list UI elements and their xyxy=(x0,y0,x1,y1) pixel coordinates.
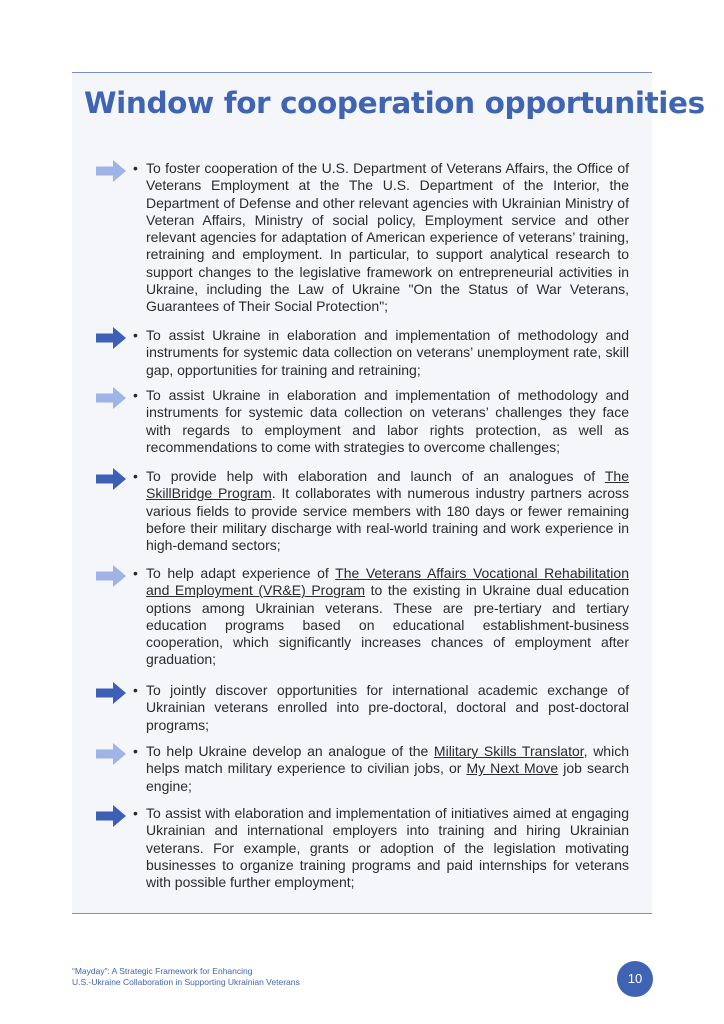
bullet: • xyxy=(133,160,138,176)
list-item xyxy=(96,805,629,895)
my-next-move-link[interactable]: My Next Move xyxy=(466,760,559,777)
arrow-light-icon xyxy=(96,565,126,587)
footer-line-2: U.S.-Ukraine Collaboration in Supporting Ukrainian Veterans xyxy=(72,977,300,987)
item-text: To jointly discover opportunities for international academic exchange of Ukrainian veterans enrolled into pre-doctoral, doctoral and post-doctoral programs; xyxy=(146,682,629,733)
arrow-light-icon xyxy=(96,160,126,182)
arrow-dark-icon xyxy=(96,805,126,827)
bullet: • xyxy=(133,468,138,484)
bullet: • xyxy=(133,743,138,759)
arrow-light-icon xyxy=(96,387,126,409)
list-item xyxy=(96,327,629,387)
military-skills-translator-link[interactable]: Military Skills Translator xyxy=(433,743,584,759)
bullet: • xyxy=(133,387,138,403)
list-item xyxy=(96,387,629,468)
skillbridge-link[interactable]: The SkillBridge Program xyxy=(146,468,629,502)
bullet: • xyxy=(133,565,138,581)
bullet: • xyxy=(133,327,138,343)
item-text: To assist with elaboration and implementation of initiatives aimed at engaging Ukrainian and international employers into training and hiring Ukrainian veterans. For example, grants or adoption of the legislation motivating businesses to organize training programs and paid internships for veterans with possible further employment; xyxy=(146,805,629,891)
item-text: To assist Ukraine in elaboration and implementation of methodology and instruments for systemic data collection on veterans’ unemployment rate, skill gap, opportunities for training and retraining; xyxy=(146,327,629,378)
item-text: To provide help with elaboration and launch of an analogues of The SkillBridge Program. It collaborates with numerous industry partners across various fields to provide service members with 180 days or fewer remaining before their military discharge with real-world training and work experience in high-demand sectors; xyxy=(146,468,629,554)
item-text: To help adapt experience of The Veterans Affairs Vocational Rehabilitation and Employment (VR&E) Program to the existing in Ukraine dual education options among Ukrainian veterans. These are pre-tertiary and tertiary education programs based on educational establishment-business cooperation, which significantly increases chances of employment after graduation; xyxy=(146,565,629,668)
footer xyxy=(72,966,300,988)
page-number: 10 xyxy=(617,961,653,997)
list-item xyxy=(96,468,629,565)
list-item xyxy=(96,743,629,805)
item-text: To assist Ukraine in elaboration and implementation of methodology and instruments for systemic data collection on veterans’ challenges they face with regards to employment and labor rights protection, as well as recommendations to come with strategies to overcome challenges; xyxy=(146,387,629,455)
bullet: • xyxy=(133,805,138,821)
arrow-dark-icon xyxy=(96,682,126,704)
footer-line-1: “Mayday”: A Strategic Framework for Enhancing xyxy=(72,966,253,976)
arrow-dark-icon xyxy=(96,327,126,349)
arrow-light-icon xyxy=(96,743,126,765)
item-text: To help Ukraine develop an analogue of the Military Skills Translator, which helps match military experience to civilian jobs, or My Next Move job search engine; xyxy=(146,743,630,794)
arrow-dark-icon xyxy=(96,468,126,490)
vre-program-link[interactable]: The Veterans Affairs Vocational Rehabilitation and Employment (VR&E) Program xyxy=(146,565,629,599)
page-title: Window for cooperation opportunities xyxy=(84,86,705,120)
list-item xyxy=(96,160,629,327)
list-item xyxy=(96,565,629,682)
bullet: • xyxy=(133,682,138,698)
opportunities-list xyxy=(96,160,629,895)
list-item xyxy=(96,682,629,743)
item-text: To foster cooperation of the U.S. Department of Veterans Affairs, the Office of Veterans Employment at the The U.S. Department of the Interior, the Department of Defense and other relevant agencies with Ukrainian Ministry of Veteran Affairs, Ministry of social policy, Employment service and other relevant agencies for adaptation of American experience of veterans’ training, retraining and employment. In particular, to support analytical research to support changes to the legislative framework on entrepreneurial activities in Ukraine, including the Law of Ukraine "On the Status of War Veterans, Guarantees of Their Social Protection"; xyxy=(146,160,629,315)
